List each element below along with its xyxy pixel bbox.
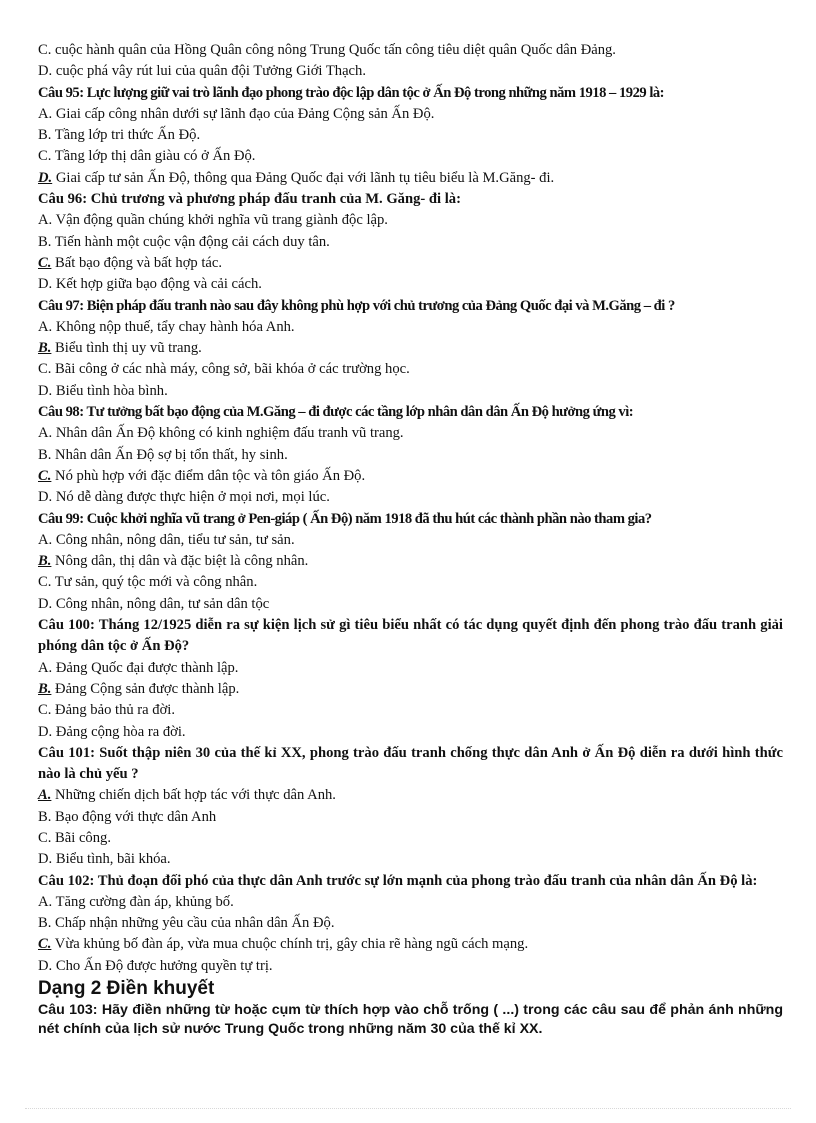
answer-option: A. Nhân dân Ấn Độ không có kinh nghiệm đấu tranh vũ trang. (38, 425, 404, 442)
answer-key-marker: B. (38, 553, 52, 570)
answer-option: B. Tầng lớp tri thức Ấn Độ. (38, 127, 201, 144)
question-text: Câu 97: Biện pháp đấu tranh nào sau đây không phù hợp với chủ trương của Đảng Quốc đại và M.Găng – đi ? (38, 297, 675, 314)
section-heading: Dạng 2 Điền khuyết (38, 978, 215, 1000)
answer-key-marker: D. (38, 169, 53, 186)
answer-text: Nó phù hợp với đặc điểm dân tộc và tôn giáo Ấn Độ. (51, 467, 366, 484)
correct-answer-option (38, 934, 783, 955)
correct-answer-option (38, 466, 783, 487)
question-text: Câu 95: Lực lượng giữ vai trò lãnh đạo phong trào độc lập dân tộc ở Ấn Độ trong những năm 1918 – 1929 là: (38, 84, 665, 101)
answer-key-marker: A. (38, 787, 52, 804)
answer-text: Vừa khủng bố đàn áp, vừa mua chuộc chính trị, gây chia rẽ hàng ngũ cách mạng. (51, 936, 529, 953)
answer-option: D. Kết hợp giữa bạo động và cải cách. (38, 276, 262, 293)
answer-text: Biểu tình thị uy vũ trang. (51, 340, 202, 357)
answer-option: B. Chấp nhận những yêu cầu của nhân dân Ấn Độ. (38, 915, 335, 932)
answer-option: A. Giai cấp công nhân dưới sự lãnh đạo của Đảng Cộng sản Ấn Độ. (38, 105, 435, 122)
answer-option: B. Bạo động với thực dân Anh (38, 808, 217, 825)
answer-option: D. cuộc phá vây rút lui của quân đội Tưởng Giới Thạch. (38, 63, 366, 80)
answer-text: Đảng Cộng sản được thành lập. (51, 680, 240, 697)
answer-key-marker: C. (38, 467, 52, 484)
question-text: Câu 96: Chủ trương và phương pháp đấu tranh của M. Găng- đi là: (38, 191, 461, 208)
question-list (38, 40, 783, 977)
correct-answer-option (38, 551, 783, 572)
answer-key-marker: B. (38, 680, 52, 697)
answer-option: D. Nó dễ dàng được thực hiện ở mọi nơi, mọi lúc. (38, 489, 330, 506)
answer-option: A. Vận động quần chúng khởi nghĩa vũ trang giành độc lập. (38, 212, 388, 229)
page-footer-divider (25, 1108, 791, 1109)
correct-answer-option (38, 253, 783, 274)
question-text: Câu 100: Tháng 12/1925 diễn ra sự kiện lịch sử gì tiêu biểu nhất có tác dụng quyết định đến phong trào đấu tranh giải phóng dân tộc ở Ấn Độ? (38, 617, 783, 655)
answer-option: B. Tiến hành một cuộc vận động cải cách duy tân. (38, 233, 330, 250)
answer-option: D. Công nhân, nông dân, tư sản dân tộc (38, 595, 270, 612)
answer-option: C. Tư sản, quý tộc mới và công nhân. (38, 574, 258, 591)
answer-option: A. Tăng cường đàn áp, khủng bố. (38, 893, 234, 910)
answer-option: C. Tầng lớp thị dân giàu có ở Ấn Độ. (38, 148, 256, 165)
answer-option: C. cuộc hành quân của Hồng Quân công nông Trung Quốc tấn công tiêu diệt quân Quốc dân Đảng. (38, 42, 616, 58)
answer-option: B. Nhân dân Ấn Độ sợ bị tổn thất, hy sinh. (38, 446, 288, 463)
answer-option: D. Biểu tình, bãi khóa. (38, 851, 171, 868)
answer-text: Bất bạo động và bất hợp tác. (51, 254, 223, 271)
question-103: Câu 103: Hãy điền những từ hoặc cụm từ thích hợp vào chỗ trống ( ...) trong các câu sau để phản ánh những nét chính của lịch sử nước Trung Quốc trong những năm 30 của thế kỉ XX. (38, 1002, 783, 1038)
answer-option: D. Đảng cộng hòa ra đời. (38, 723, 186, 740)
answer-option: A. Đảng Quốc đại được thành lập. (38, 659, 239, 676)
answer-option: A. Không nộp thuế, tẩy chay hành hóa Anh. (38, 318, 295, 335)
answer-key-marker: C. (38, 254, 52, 271)
answer-option: A. Công nhân, nông dân, tiểu tư sản, tư sản. (38, 531, 295, 548)
answer-option: D. Biểu tình hòa bình. (38, 382, 168, 399)
correct-answer-option (38, 338, 783, 359)
answer-option: C. Bãi công. (38, 829, 111, 846)
answer-text: Những chiến dịch bất hợp tác với thực dân Anh. (51, 787, 336, 804)
document-page (38, 40, 783, 1039)
answer-text: Giai cấp tư sản Ấn Độ, thông qua Đảng Quốc đại với lãnh tụ tiêu biểu là M.Găng- đi. (52, 169, 555, 186)
correct-answer-option (38, 168, 783, 189)
correct-answer-option (38, 679, 783, 700)
answer-option: D. Cho Ấn Độ được hưởng quyền tự trị. (38, 957, 273, 974)
question-text: Câu 98: Tư tưởng bất bạo động của M.Găng – đi được các tầng lớp nhân dân dân Ấn Độ hưởng ứng vì: (38, 404, 634, 421)
question-text: Câu 102: Thủ đoạn đối phó của thực dân Anh trước sự lớn mạnh của phong trào đấu tranh của nhân dân Ấn Độ là: (38, 872, 758, 889)
answer-text: Nông dân, thị dân và đặc biệt là công nhân. (51, 553, 309, 570)
answer-option: C. Đảng bảo thủ ra đời. (38, 702, 176, 719)
answer-option: C. Bãi công ở các nhà máy, công sở, bãi khóa ở các trường học. (38, 361, 410, 378)
answer-key-marker: C. (38, 936, 52, 953)
question-text: Câu 99: Cuộc khởi nghĩa vũ trang ở Pen-giáp ( Ấn Độ) năm 1918 đã thu hút các thành phần nào tham gia? (38, 510, 652, 527)
question-text: Câu 101: Suốt thập niên 30 của thế kỉ XX, phong trào đấu tranh chống thực dân Anh ở Ấn Độ diễn ra dưới hình thức nào là chủ yếu ? (38, 744, 783, 783)
answer-key-marker: B. (38, 340, 52, 357)
correct-answer-option (38, 785, 783, 806)
